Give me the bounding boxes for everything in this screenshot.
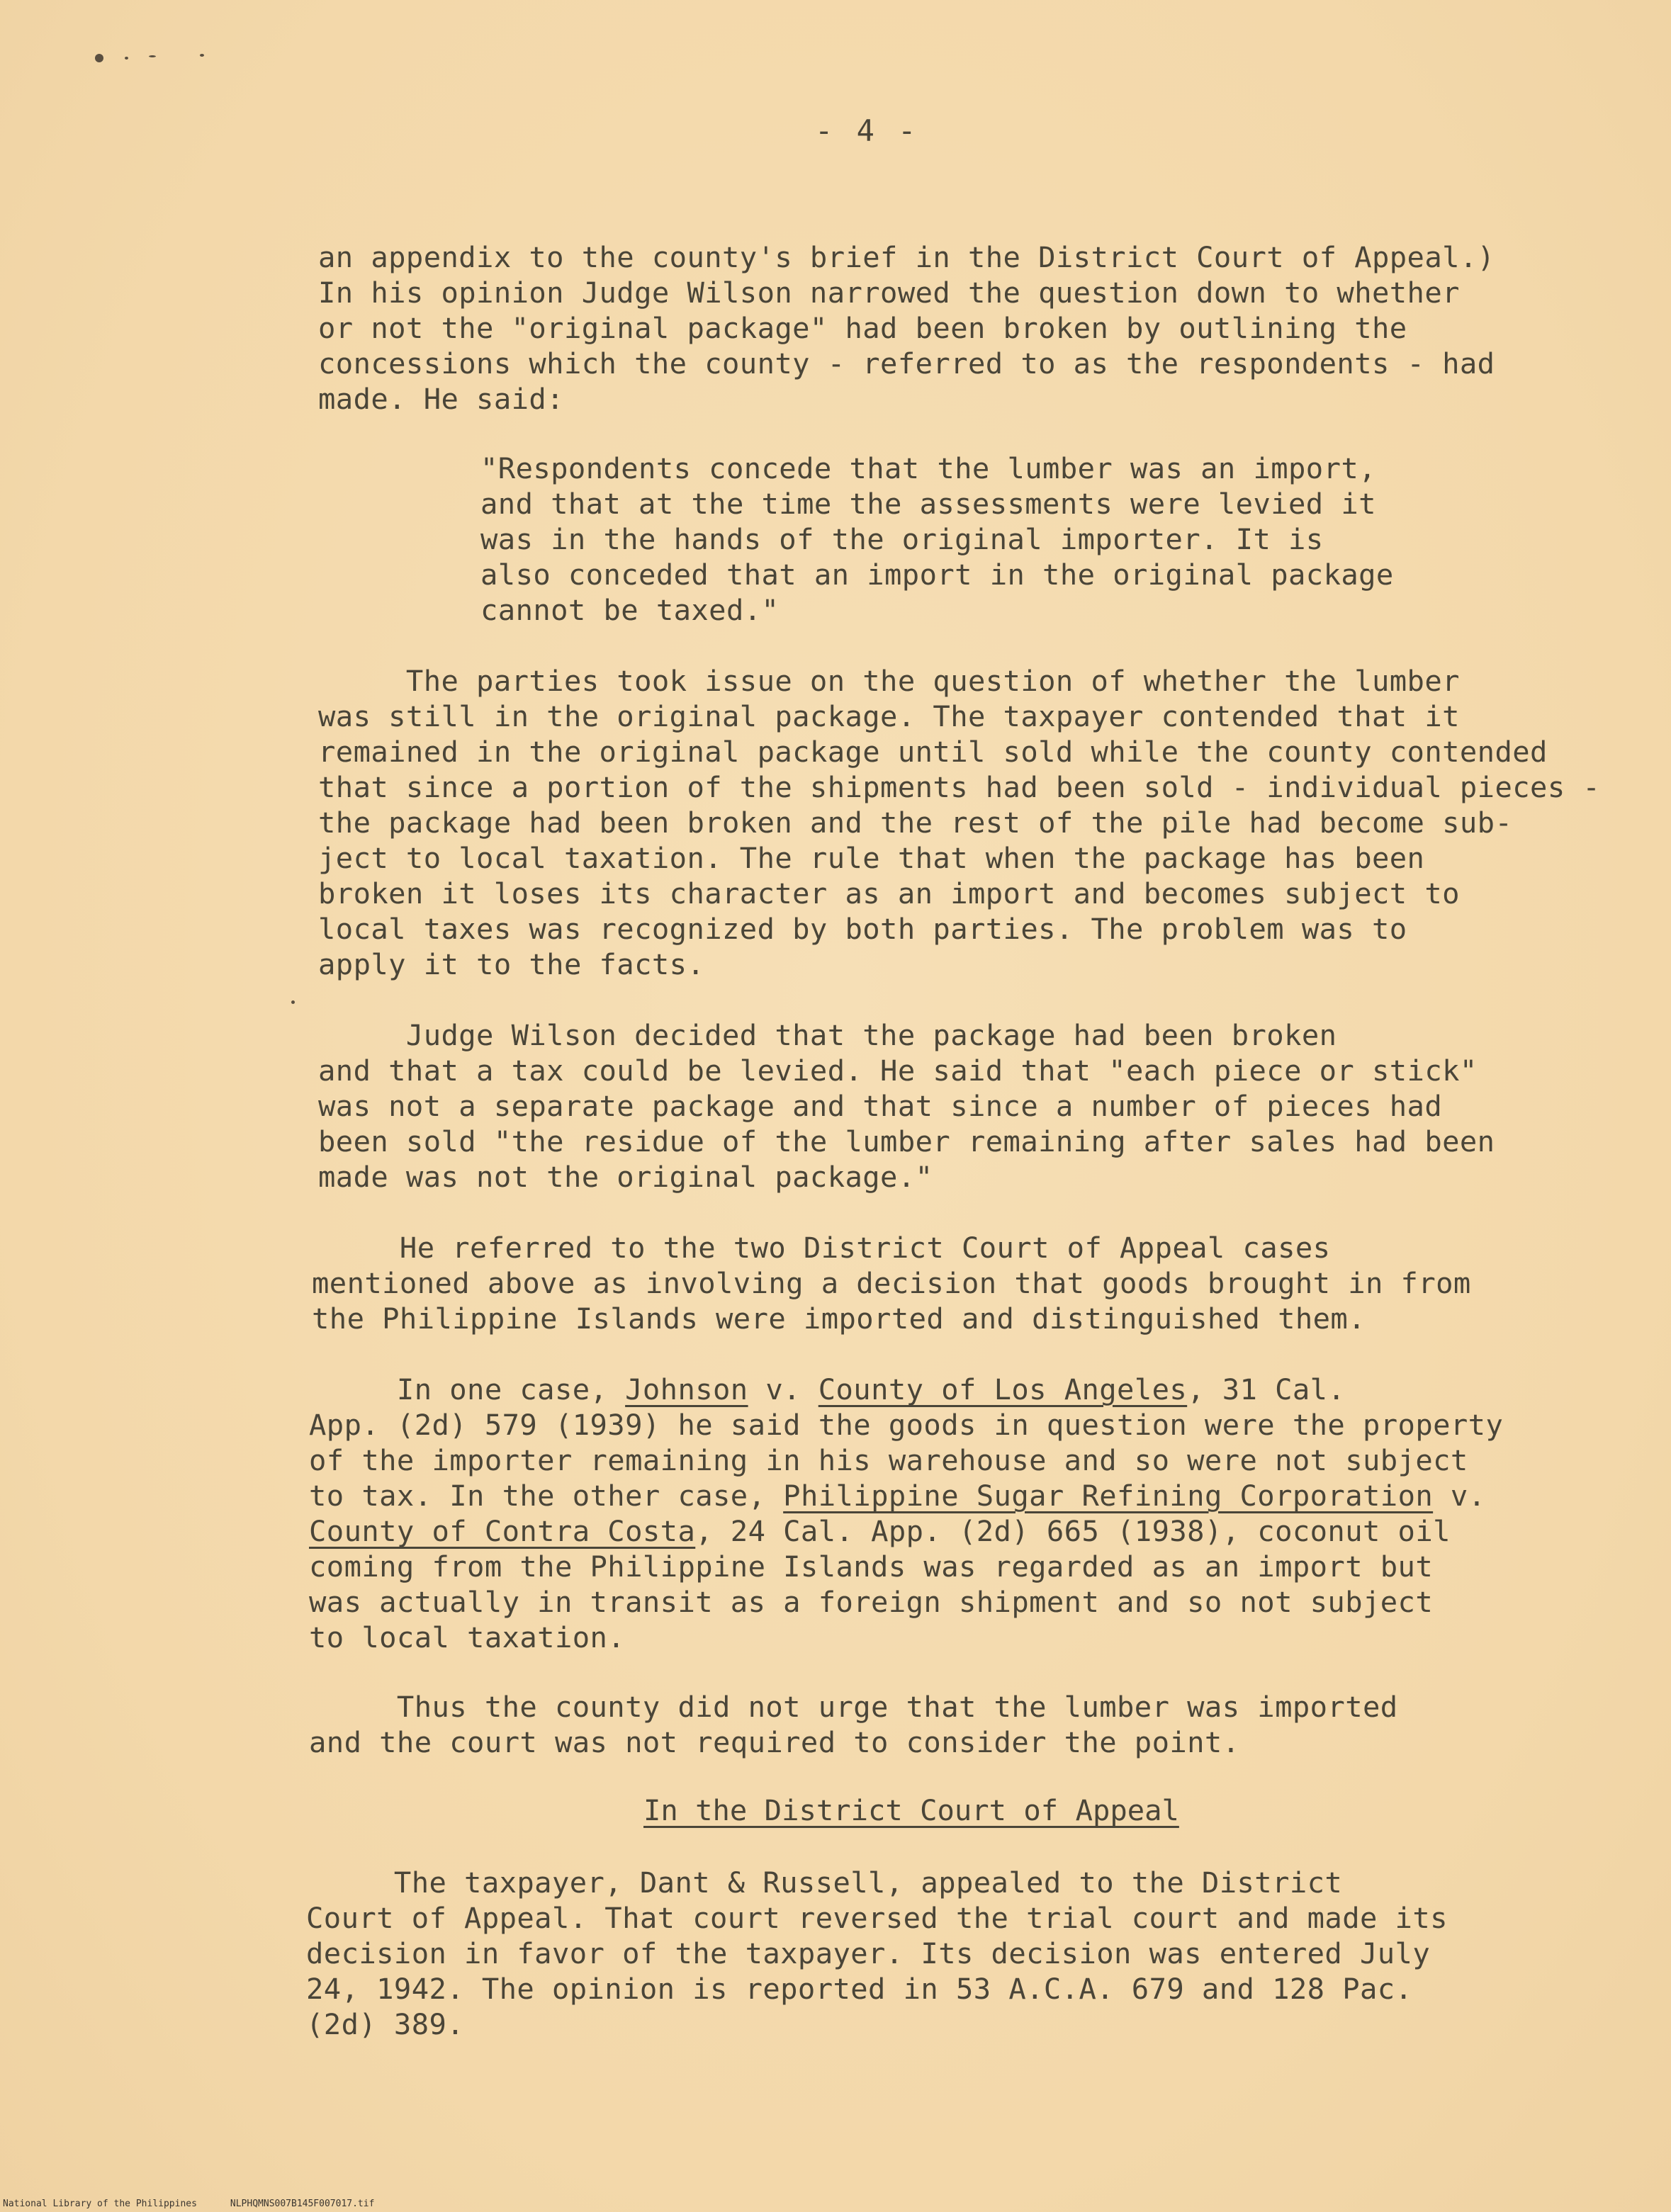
text-line: decision in favor of the taxpayer. Its decision was entered July <box>306 1936 1431 1970</box>
text-line: He referred to the two District Court of Appeal cases <box>312 1231 1331 1265</box>
footer-library: National Library of the Philippines <box>3 2199 197 2209</box>
case-name: County of Contra Costa <box>309 1514 696 1548</box>
text-line: The parties took issue on the question of whether the lumber <box>318 664 1460 698</box>
text-line: of the importer remaining in his warehouse and so were not subject <box>309 1443 1468 1477</box>
text-line: was actually in transit as a foreign shipment and so not subject <box>309 1585 1434 1619</box>
text-line: coming from the Philippine Islands was regarded as an import but <box>309 1550 1434 1584</box>
text-line: local taxes was recognized by both parties. The problem was to <box>318 912 1407 946</box>
text-line: to local taxation. <box>309 1620 626 1654</box>
text-line: concessions which the county - referred to as the respondents - had <box>318 346 1495 380</box>
case-name: Johnson <box>625 1372 748 1406</box>
text-line: apply it to the facts. <box>318 947 705 981</box>
scan-footer <box>3 2199 374 2209</box>
ink-speck <box>95 54 103 62</box>
ink-speck <box>200 54 204 57</box>
text-run: , 24 Cal. App. (2d) 665 (1938), coconut oil <box>695 1514 1451 1548</box>
ink-speck <box>149 55 156 57</box>
text-run: to tax. In the other case, <box>309 1479 784 1513</box>
text-line: and the court was not required to consider the point. <box>309 1725 1240 1759</box>
text-run: v. <box>748 1372 818 1406</box>
ink-speck <box>125 57 128 60</box>
text-line: mentioned above as involving a decision that goods brought in from <box>312 1266 1471 1300</box>
text-run: v. <box>1433 1479 1486 1513</box>
text-line: been sold "the residue of the lumber remaining after sales had been <box>318 1124 1495 1158</box>
text-line: was not a separate package and that since a number of pieces had <box>318 1089 1443 1123</box>
text-line: made. He said: <box>318 382 564 416</box>
text-line: Judge Wilson decided that the package had been broken <box>318 1018 1337 1052</box>
text-line: 24, 1942. The opinion is reported in 53 A.C.A. 679 and 128 Pac. <box>306 1972 1413 2006</box>
text-line: App. (2d) 579 (1939) he said the goods in question were the property <box>309 1408 1504 1442</box>
quote-line: cannot be taxed." <box>480 593 780 627</box>
text-line: the Philippine Islands were imported and distinguished them. <box>312 1302 1366 1336</box>
footer-file-id: NLPHQMNS007B145F007017.tif <box>230 2199 375 2209</box>
text-line: that since a portion of the shipments had been sold - individual pieces - <box>318 770 1601 804</box>
text-line: Thus the county did not urge that the lumber was imported <box>309 1690 1398 1724</box>
quote-line: "Respondents concede that the lumber was an import, <box>480 451 1376 485</box>
text-line: In his opinion Judge Wilson narrowed the question down to whether <box>318 276 1460 310</box>
text-line: an appendix to the county's brief in the District Court of Appeal.) <box>318 240 1495 274</box>
text-line: broken it loses its character as an import and becomes subject to <box>318 876 1460 910</box>
text-line: ject to local taxation. The rule that when the package has been <box>318 841 1425 875</box>
text-line: Court of Appeal. That court reversed the trial court and made its <box>306 1901 1448 1935</box>
text-line <box>309 1372 1345 1407</box>
text-line: the package had been broken and the rest of the pile had become sub- <box>318 806 1513 840</box>
section-heading: In the District Court of Appeal <box>643 1793 1179 1827</box>
footer-spacer <box>197 2199 230 2209</box>
text-run: , 31 Cal. <box>1187 1372 1346 1406</box>
text-line: was still in the original package. The taxpayer contended that it <box>318 699 1460 733</box>
case-name: County of Los Angeles <box>818 1372 1188 1406</box>
quote-line: and that at the time the assessments were levied it <box>480 487 1376 521</box>
text-line <box>309 1478 1486 1513</box>
text-line: and that a tax could be levied. He said that "each piece or stick" <box>318 1054 1478 1088</box>
quote-line: was in the hands of the original importer. It is <box>480 522 1324 556</box>
text-run: In one case, <box>309 1372 626 1406</box>
page-number: - 4 - <box>815 113 919 148</box>
text-line: or not the "original package" had been broken by outlining the <box>318 311 1407 345</box>
text-line <box>309 1513 1451 1549</box>
text-line: The taxpayer, Dant & Russell, appealed to the District <box>306 1866 1343 1900</box>
text-line: (2d) 389. <box>306 2007 465 2041</box>
quote-line: also conceded that an import in the original package <box>480 558 1394 592</box>
text-line: remained in the original package until sold while the county contended <box>318 735 1548 769</box>
ink-speck <box>291 1000 295 1004</box>
case-name: Philippine Sugar Refining Corporation <box>783 1479 1434 1513</box>
text-line: made was not the original package." <box>318 1160 933 1194</box>
